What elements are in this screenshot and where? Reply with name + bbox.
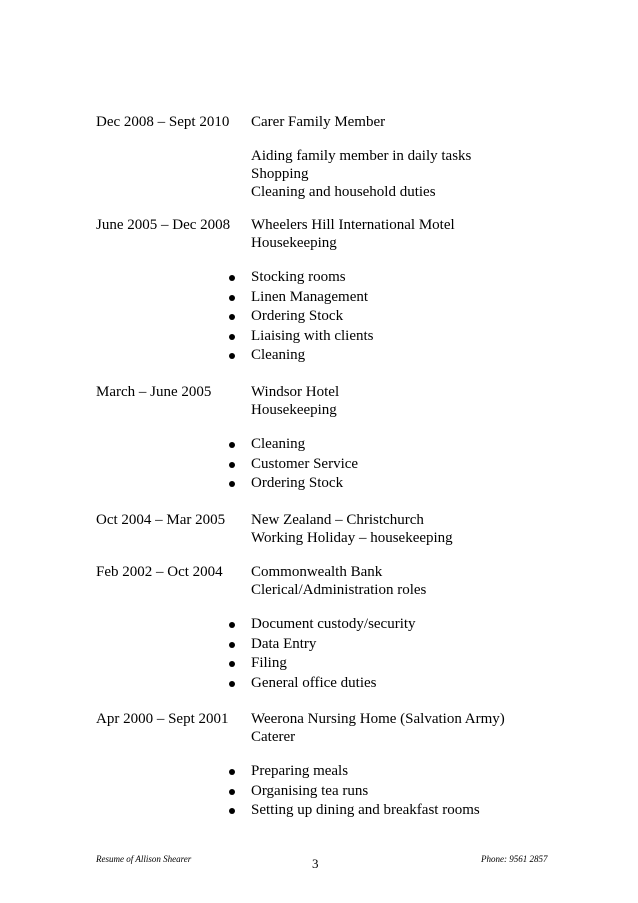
footer-phone: Phone: 9561 2857 <box>481 854 548 864</box>
bullet-icon <box>229 681 235 687</box>
entry-date: March – June 2005 <box>96 384 212 400</box>
duty-item: Customer Service <box>251 455 551 475</box>
entry-role: Working Holiday – housekeeping <box>251 530 453 546</box>
entry-title: Weerona Nursing Home (Salvation Army) <box>251 711 505 727</box>
duty-item: Document custody/security <box>251 615 551 635</box>
entry-details <box>251 563 551 693</box>
bullet-icon <box>229 275 235 281</box>
entry-details <box>251 383 551 494</box>
bullet-icon <box>229 808 235 814</box>
bullet-icon <box>229 462 235 468</box>
entry-details <box>251 710 551 821</box>
entry-details <box>251 511 551 547</box>
bullet-icon <box>229 789 235 795</box>
entry-title: Commonwealth Bank <box>251 564 383 580</box>
duties-list <box>251 762 551 821</box>
duty-item: Liaising with clients <box>251 327 551 347</box>
bullet-icon <box>229 481 235 487</box>
duties-list <box>251 615 551 693</box>
entry-role: Clerical/Administration roles <box>251 582 427 598</box>
entry-role: Caterer <box>251 729 296 745</box>
duties-list <box>251 268 551 366</box>
duty-item: Linen Management <box>251 288 551 308</box>
entry-title: New Zealand – Christchurch <box>251 512 424 528</box>
entry-duty: Shopping <box>251 166 309 182</box>
duty-item: Ordering Stock <box>251 474 551 494</box>
bullet-icon <box>229 442 235 448</box>
bullet-icon <box>229 661 235 667</box>
duty-item: Setting up dining and breakfast rooms <box>251 801 551 821</box>
entry-date: Feb 2002 – Oct 2004 <box>96 564 223 580</box>
bullet-icon <box>229 769 235 775</box>
entry-date: June 2005 – Dec 2008 <box>96 217 231 233</box>
duty-item: Ordering Stock <box>251 307 551 327</box>
bullet-icon <box>229 622 235 628</box>
bullet-icon <box>229 334 235 340</box>
entry-details <box>251 113 551 201</box>
entry-date: Apr 2000 – Sept 2001 <box>96 711 229 727</box>
bullet-icon <box>229 314 235 320</box>
entry-title: Windsor Hotel <box>251 384 340 400</box>
duty-item: Stocking rooms <box>251 268 551 288</box>
entry-title: Wheelers Hill International Motel <box>251 217 455 233</box>
entry-date: Dec 2008 – Sept 2010 <box>96 114 230 130</box>
entry-duty: Cleaning and household duties <box>251 184 436 200</box>
duty-item: Preparing meals <box>251 762 551 782</box>
entry-details <box>251 216 551 366</box>
duties-list <box>251 435 551 494</box>
entry-duty: Aiding family member in daily tasks <box>251 148 472 164</box>
entry-title: Carer Family Member <box>251 114 386 130</box>
duty-item: General office duties <box>251 674 551 694</box>
footer-author: Resume of Allison Shearer <box>96 854 192 864</box>
bullet-icon <box>229 295 235 301</box>
duty-item: Cleaning <box>251 346 551 366</box>
bullet-icon <box>229 353 235 359</box>
entry-role: Housekeeping <box>251 402 337 418</box>
entry-date: Oct 2004 – Mar 2005 <box>96 512 226 528</box>
duty-item: Cleaning <box>251 435 551 455</box>
duty-item: Filing <box>251 654 551 674</box>
page-number: 3 <box>312 856 319 871</box>
bullet-icon <box>229 642 235 648</box>
duty-item: Data Entry <box>251 635 551 655</box>
entry-role: Housekeeping <box>251 235 337 251</box>
duty-item: Organising tea runs <box>251 782 551 802</box>
